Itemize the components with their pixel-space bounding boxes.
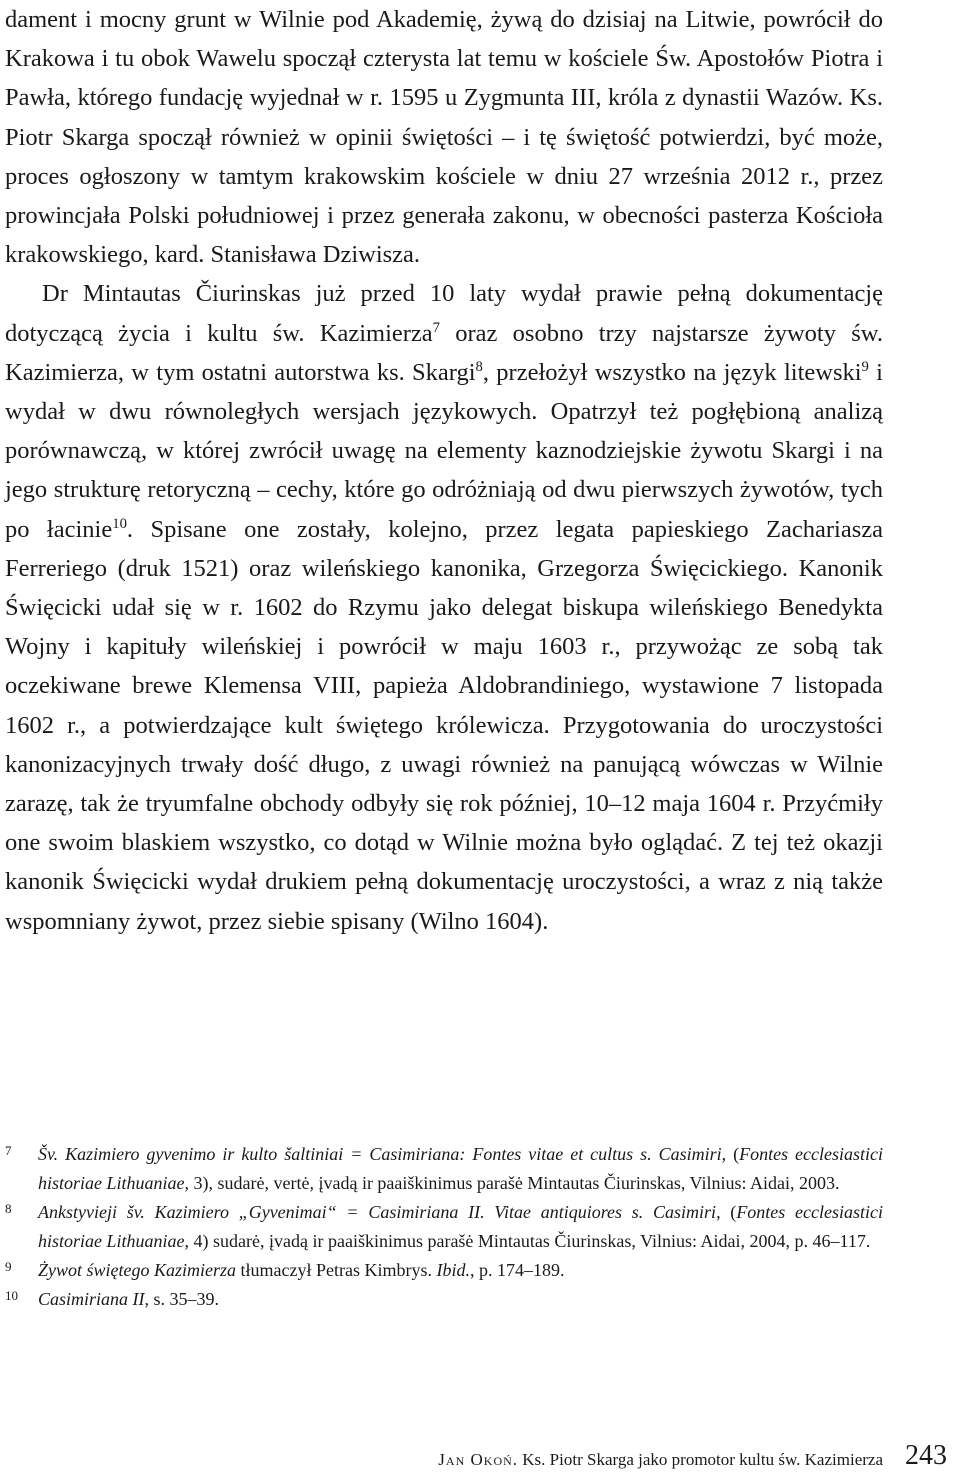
page-number: 243: [905, 1440, 947, 1471]
footnote-text: tłumaczył Petras Kimbrys.: [236, 1260, 437, 1280]
paragraph-2-text-a: Dr Mintautas Čiurinskas już przed 10 laty wydał prawie pełną dokumentację dotyczącą życia i kultu św. Kazimierza: [5, 280, 883, 347]
footnote-text: , 3), sudarė, vertė, įvadą ir paaiškinimus parašė Mintautas Čiurinskas, Vilnius: Aidai, 2003.: [184, 1173, 840, 1193]
footnote-10: [5, 1285, 883, 1314]
paragraph-1: dament i mocny grunt w Wilnie pod Akademię, żywą do dzisiaj na Litwie, powrócił do Krakowa i tu obok Wawelu spoczął czterysta lat temu w kościele Św. Apostołów Piotra i Pawła, którego fundację wyjednał w r. 1595 u Zygmunta III, króla z dynastii Wazów. Ks. Piotr Skarga spoczął również w opinii świętości – i tę świętość potwierdzi, być może, proces ogłoszony w tamtym krakowskim kościele w dniu 27 września 2012 r., przez prowincjała Polski południowej i przez generała zakonu, w obecności pasterza Kościoła krakowskiego, kard. Stanisława Dziwisza.: [5, 6, 883, 269]
footnote-8: [5, 1198, 883, 1256]
footnote-text: , (: [716, 1202, 737, 1222]
paragraph-2-text-b: oraz osobno trzy najstarsze żywoty św. Kazimierza, w tym ostatni autorstwa ks. Skargi: [5, 319, 883, 386]
paragraph-2-text-d: i wydał w dwu równoległych wersjach językowych. Opatrzył też pogłębioną analizą porównawczą, w której zwrócił uwagę na elementy kaznodziejskie żywotu Skargi i na jego strukturę retoryczną – cechy, które go odróżniają od dwu pierwszych żywotów, tych po łacinie: [5, 358, 883, 543]
footnote-ref-10[interactable]: 10: [112, 515, 127, 532]
footnote-title: Ankstyvieji šv. Kazimiero „Gyvenimai“ = Casimiriana II. Vitae antiquiores s. Casimiri: [38, 1202, 717, 1222]
paragraph-2-text-c: , przełożył wszystko na język litewski: [482, 358, 862, 386]
footnotes: [5, 1140, 883, 1314]
footnote-text: , s. 35–39.: [144, 1289, 220, 1309]
footnote-title: Żywot świętego Kazimierza: [38, 1260, 237, 1280]
footnote-number: 7: [5, 1143, 12, 1158]
main-text: [5, 0, 883, 941]
footnote-number: 8: [5, 1201, 12, 1216]
footnote-number: 9: [5, 1259, 12, 1274]
running-footer: [438, 1450, 883, 1470]
footnote-ibid: Ibid.: [436, 1260, 470, 1280]
footnote-ref-8[interactable]: 8: [475, 358, 483, 375]
footnote-series: Fontes ecclesiastici historiae Lithuaniae: [38, 1202, 884, 1251]
footnote-ref-7[interactable]: 7: [432, 319, 441, 336]
paragraph-2: [5, 274, 883, 940]
footer-title: Ks. Piotr Skarga jako promotor kultu św. Kazimierza: [518, 1450, 883, 1469]
footnote-7: [5, 1140, 883, 1198]
footnote-number: 10: [5, 1288, 18, 1303]
footnote-9: [5, 1256, 883, 1285]
footnote-title: Šv. Kazimiero gyvenimo ir kulto šaltiniai = Casimiriana: Fontes vitae et cultus s. Casimiri: [38, 1144, 722, 1164]
footnote-text: , p. 174–189.: [469, 1260, 565, 1280]
footnote-ref-9[interactable]: 9: [861, 358, 869, 375]
footer-author: Jan Okoń.: [438, 1450, 519, 1469]
footnote-text: , (: [721, 1144, 740, 1164]
footnote-series: Fontes ecclesiastici historiae Lithuaniae: [38, 1144, 884, 1193]
footnote-text: , 4) sudarė, įvadą ir paaiškinimus parašė Mintautas Čiurinskas, Vilnius: Aidai, 2004, p. 46–117.: [184, 1231, 871, 1251]
footnote-title: Casimiriana II: [38, 1289, 145, 1309]
paragraph-2-text-e: . Spisane one zostały, kolejno, przez legata papieskiego Zachariasza Ferreriego (druk 1521) oraz wileńskiego kanonika, Grzegorza Święcickiego. Kanonik Święcicki udał się w r. 1602 do Rzymu jako delegat biskupa wileńskiego Benedykta Wojny i kapituły wileńskiej i powrócił w maju 1603 r., przywożąc ze sobą tak oczekiwane brewe Klemensa VIII, papieża Aldobrandiniego, wystawione 7 listopada 1602 r., a potwierdzające kult świętego królewicza. Przygotowania do uroczystości kanonizacyjnych trwały dość długo, z uwagi również na panującą wówczas w Wilnie zarazę, tak że tryumfalne obchody odbyły się rok później, 10–12 maja 1604 r. Przyćmiły one swoim blaskiem wszystko, co dotąd w Wilnie można było oglądać. Z tej też okazji kanonik Święcicki wydał drukiem pełną dokumentację uroczystości, a wraz z nią także wspomniany żywot, przez siebie spisany (Wilno 1604).: [5, 515, 883, 935]
